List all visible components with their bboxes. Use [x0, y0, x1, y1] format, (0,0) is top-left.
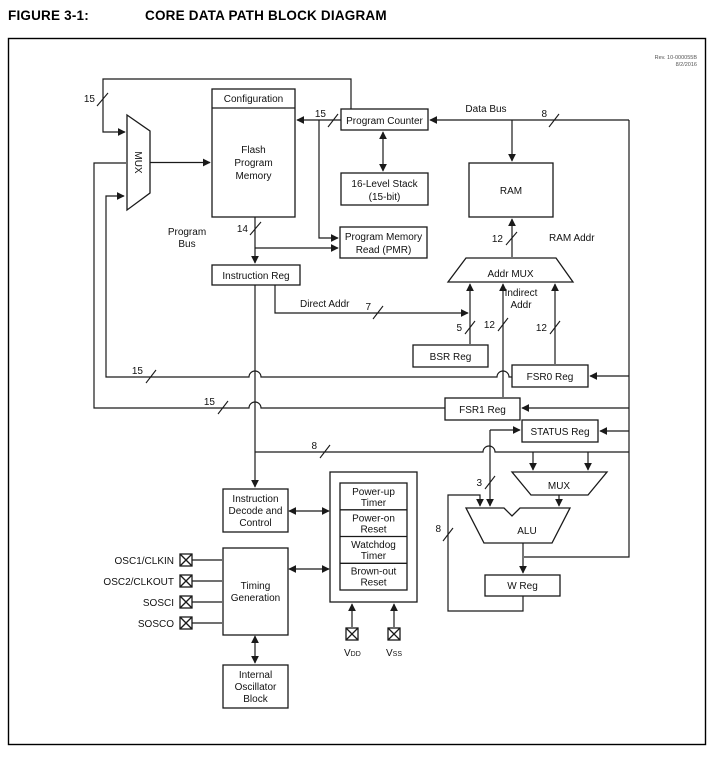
bus-width-12-ramaddr: 12 — [491, 234, 503, 245]
bus-width-7-directaddr: 7 — [365, 302, 371, 313]
block-labels — [132, 94, 590, 705]
watchdog-timer-label-2: Timer — [360, 551, 387, 562]
osc2-clkout-label: OSC2/CLKOUT — [103, 577, 174, 588]
bus-width-15-pc-rail: 15 — [83, 94, 95, 105]
program-bus-label-1: Program — [167, 227, 207, 238]
indirect-addr-label-2: Addr — [510, 300, 532, 311]
sosci-label: SOSCI — [142, 598, 174, 609]
poweron-reset-label-2: Reset — [360, 524, 387, 536]
bus-width-8-literal: 8 — [311, 441, 317, 452]
fsr0-reg-label: FSR0 Reg — [526, 372, 574, 383]
bus-width-15-fsr1-line: 15 — [203, 397, 215, 408]
powerup-timer-label-1: Power-up — [352, 487, 395, 498]
alu-input-mux-label: MUX — [547, 481, 571, 492]
configuration-label: Configuration — [223, 94, 284, 105]
bus-width-labels — [84, 94, 548, 535]
pmr-label-1: Program Memory — [344, 232, 423, 243]
w-reg-label: W Reg — [507, 581, 538, 592]
decode-label-2: Decode and — [228, 506, 283, 517]
sosco-label: SOSCO — [137, 619, 174, 630]
timing-label-1: Timing — [240, 581, 271, 592]
alu-label: ALU — [517, 526, 537, 537]
bus-width-5-bsr: 5 — [456, 323, 462, 334]
brownout-reset-label-2: Reset — [360, 577, 387, 589]
program-address-mux-label: MUX — [132, 151, 143, 174]
vss-label: VSS — [386, 648, 403, 659]
bus-width-15-pc-flash: 15 — [314, 109, 326, 120]
internal-osc-label-3: Block — [243, 694, 268, 705]
revision-note-line1: Rev. 10-000055B — [654, 55, 697, 61]
bus-width-8-databus: 8 — [541, 109, 547, 120]
watchdog-timer-label-1: Watchdog — [351, 540, 396, 551]
program-bus-label-2: Bus — [178, 239, 196, 250]
internal-osc-label-1: Internal — [238, 670, 273, 681]
bus-width-12-fsr1: 12 — [483, 320, 495, 331]
stack-label-2: (15-bit) — [368, 192, 401, 203]
figure-number: FIGURE 3-1: — [8, 8, 89, 23]
data-bus-label: Data Bus — [465, 104, 507, 115]
revision-note-line2: 8/2/2016 — [675, 62, 697, 68]
indirect-addr-label-1: Indirect — [504, 288, 538, 299]
pmr-label-2: Read (PMR) — [355, 245, 412, 256]
vdd-label: VDD — [344, 648, 361, 659]
poweron-reset-label-1: Power-on — [352, 513, 395, 525]
bus-width-15-fsr0-line: 15 — [131, 366, 143, 377]
bus-width-12-fsr0: 12 — [535, 323, 547, 334]
internal-osc-label-2: Oscillator — [234, 682, 277, 693]
flash-label-3: Memory — [235, 171, 272, 182]
flash-label-1: Flash — [241, 145, 266, 156]
direct-addr-label: Direct Addr — [300, 299, 350, 310]
flash-label-2: Program — [234, 158, 273, 169]
decode-label-1: Instruction — [232, 494, 279, 505]
status-reg-label: STATUS Reg — [530, 427, 590, 438]
bus-width-8-wreg-loop: 8 — [435, 524, 441, 535]
ram-label: RAM — [499, 186, 523, 197]
program-counter-label: Program Counter — [346, 116, 423, 127]
osc1-clkin-label: OSC1/CLKIN — [114, 556, 174, 567]
bus-width-3-status: 3 — [476, 478, 482, 489]
instruction-reg-label: Instruction Reg — [222, 271, 290, 282]
bsr-reg-label: BSR Reg — [429, 352, 472, 363]
figure-title: CORE DATA PATH BLOCK DIAGRAM — [145, 8, 387, 23]
fsr1-reg-label: FSR1 Reg — [459, 405, 506, 416]
powerup-timer-label-2: Timer — [360, 498, 387, 509]
bus-width-14-program: 14 — [236, 224, 248, 235]
timing-label-2: Generation — [230, 593, 281, 604]
brownout-reset-label-1: Brown-out — [350, 566, 397, 578]
decode-label-3: Control — [239, 518, 272, 529]
addr-mux-label: Addr MUX — [487, 269, 534, 280]
stack-label-1: 16-Level Stack — [351, 179, 418, 190]
ram-addr-label: RAM Addr — [549, 233, 595, 244]
